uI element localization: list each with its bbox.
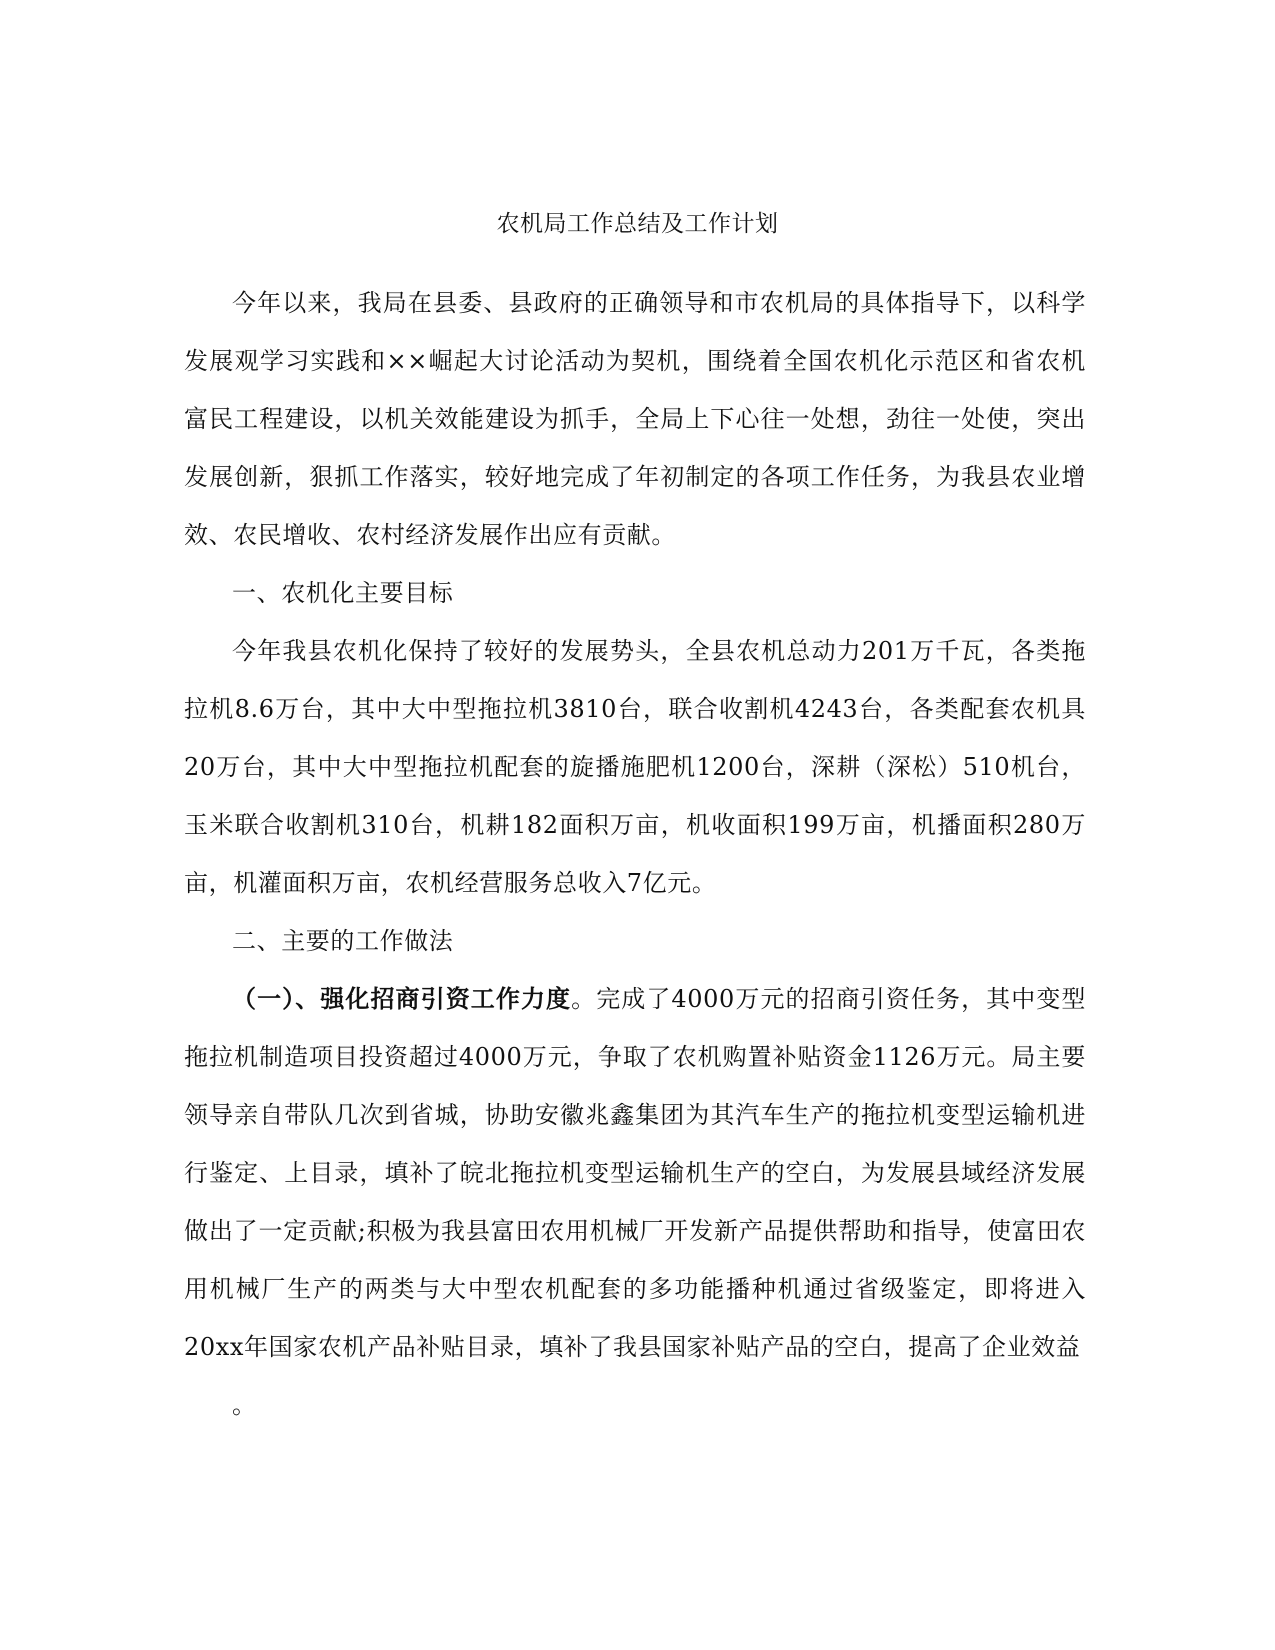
document-body <box>184 274 1086 1434</box>
item-1-body: 。完成了4000万元的招商引资任务，其中变型拖拉机制造项目投资超过4000万元，争取了农机购置补贴资金1126万元。局主要领导亲自带队几次到省城，协助安徽兆鑫集团为其汽车生产的拖拉机变型运输机进行鉴定、上目录，填补了皖北拖拉机变型运输机生产的空白，为发展县域经济发展做出了一定贡献;积极为我县富田农用机械厂开发新产品提供帮助和指导，使富田农用机械厂生产的两类与大中型农机配套的多功能播种机通过省级鉴定，即将进入20xx年国家农机产品补贴目录，填补了我县国家补贴产品的空白，提高了企业效益 <box>184 985 1086 1361</box>
section-1-paragraph: 今年我县农机化保持了较好的发展势头，全县农机总动力201万千瓦，各类拖拉机8.6万台，其中大中型拖拉机3810台，联合收割机4243台，各类配套农机具20万台，其中大中型拖拉机配套的旋播施肥机1200台，深耕（深松）510机台，玉米联合收割机310台，机耕182面积万亩，机收面积199万亩，机播面积280万亩，机灌面积万亩，农机经营服务总收入7亿元。 <box>184 637 1086 897</box>
item-1-end-mark: 。 <box>232 1391 257 1419</box>
item-1-lead: （一）、强化招商引资工作力度 <box>232 984 572 1013</box>
intro-paragraph: 今年以来，我局在县委、县政府的正确领导和市农机局的具体指导下，以科学发展观学习实践和××崛起大讨论活动为契机，围绕着全国农机化示范区和省农机富民工程建设，以机关效能建设为抓手，全局上下心往一处想，劲往一处使，突出发展创新，狠抓工作落实，较好地完成了年初制定的各项工作任务，为我县农业增效、农民增收、农村经济发展作出应有贡献。 <box>184 289 1086 549</box>
page-title: 农机局工作总结及工作计划 <box>496 211 779 237</box>
item-1-paragraph <box>184 970 1086 1376</box>
section-heading-1: 一、农机化主要目标 <box>232 579 454 607</box>
section-heading-2: 二、主要的工作做法 <box>232 927 454 955</box>
